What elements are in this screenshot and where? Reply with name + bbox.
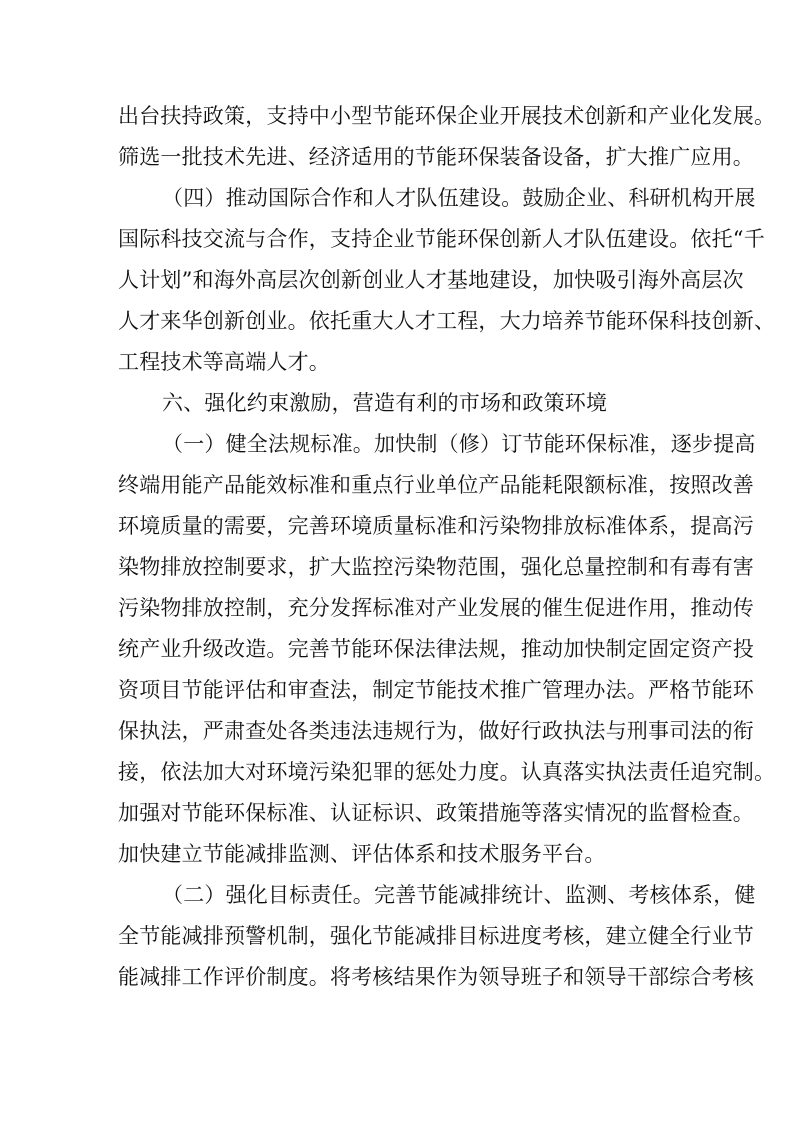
document-line-21: 全节能减排预警机制，强化节能减排目标进度考核，建立健全行业节 xyxy=(118,924,754,948)
section-heading-international-cooperation: （四）推动国际合作和人才队伍建设。鼓励企业、科研机构开展 xyxy=(162,186,756,210)
document-line-1: 出台扶持政策，支持中小型节能环保企业开展技术创新和产业化发展。 xyxy=(118,104,776,128)
document-line-18: 加强对节能环保标准、认证标识、政策措施等落实情况的监督检查。 xyxy=(118,801,754,825)
document-line-12: 染物排放控制要求，扩大监控污染物范围，强化总量控制和有毒有害 xyxy=(118,555,754,579)
document-line-15: 资项目节能评估和审查法，制定节能技术推广管理办法。严格节能环 xyxy=(118,678,754,702)
chapter-heading-constraints-incentives: 六、强化约束激励，营造有利的市场和政策环境 xyxy=(162,391,608,415)
section-heading-laws-standards: （一）健全法规标准。加快制（修）订节能环保标准，逐步提高 xyxy=(162,432,756,456)
document-line-2: 筛选一批技术先进、经济适用的节能环保装备设备，扩大推广应用。 xyxy=(118,145,754,169)
section-heading-target-responsibility: （二）强化目标责任。完善节能减排统计、监测、考核体系，健 xyxy=(162,883,756,907)
document-line-5: 人计划”和海外高层次创新创业人才基地建设，加快吸引海外高层次 xyxy=(118,268,744,292)
document-line-16: 保执法，严肃查处各类违法违规行为，做好行政执法与刑事司法的衔 xyxy=(118,719,754,743)
document-line-17: 接，依法加大对环境污染犯罪的惩处力度。认真落实执法责任追究制。 xyxy=(118,760,776,784)
document-line-14: 统产业升级改造。完善节能环保法律法规，推动加快制定固定资产投 xyxy=(118,637,754,661)
document-line-6: 人才来华创新创业。依托重大人才工程，大力培养节能环保科技创新、 xyxy=(118,309,776,333)
document-line-7: 工程技术等高端人才。 xyxy=(118,350,330,374)
document-line-11: 环境质量的需要，完善环境质量标准和污染物排放标准体系，提高污 xyxy=(118,514,754,538)
document-line-4: 国际科技交流与合作，支持企业节能环保创新人才队伍建设。依托“千 xyxy=(118,227,765,251)
document-line-10: 终端用能产品能效标准和重点行业单位产品能耗限额标准，按照改善 xyxy=(118,473,754,497)
document-line-13: 污染物排放控制，充分发挥标准对产业发展的催生促进作用，推动传 xyxy=(118,596,754,620)
document-line-19: 加快建立节能减排监测、评估体系和技术服务平台。 xyxy=(118,842,606,866)
document-line-22: 能减排工作评价制度。将考核结果作为领导班子和领导干部综合考核 xyxy=(118,965,754,989)
